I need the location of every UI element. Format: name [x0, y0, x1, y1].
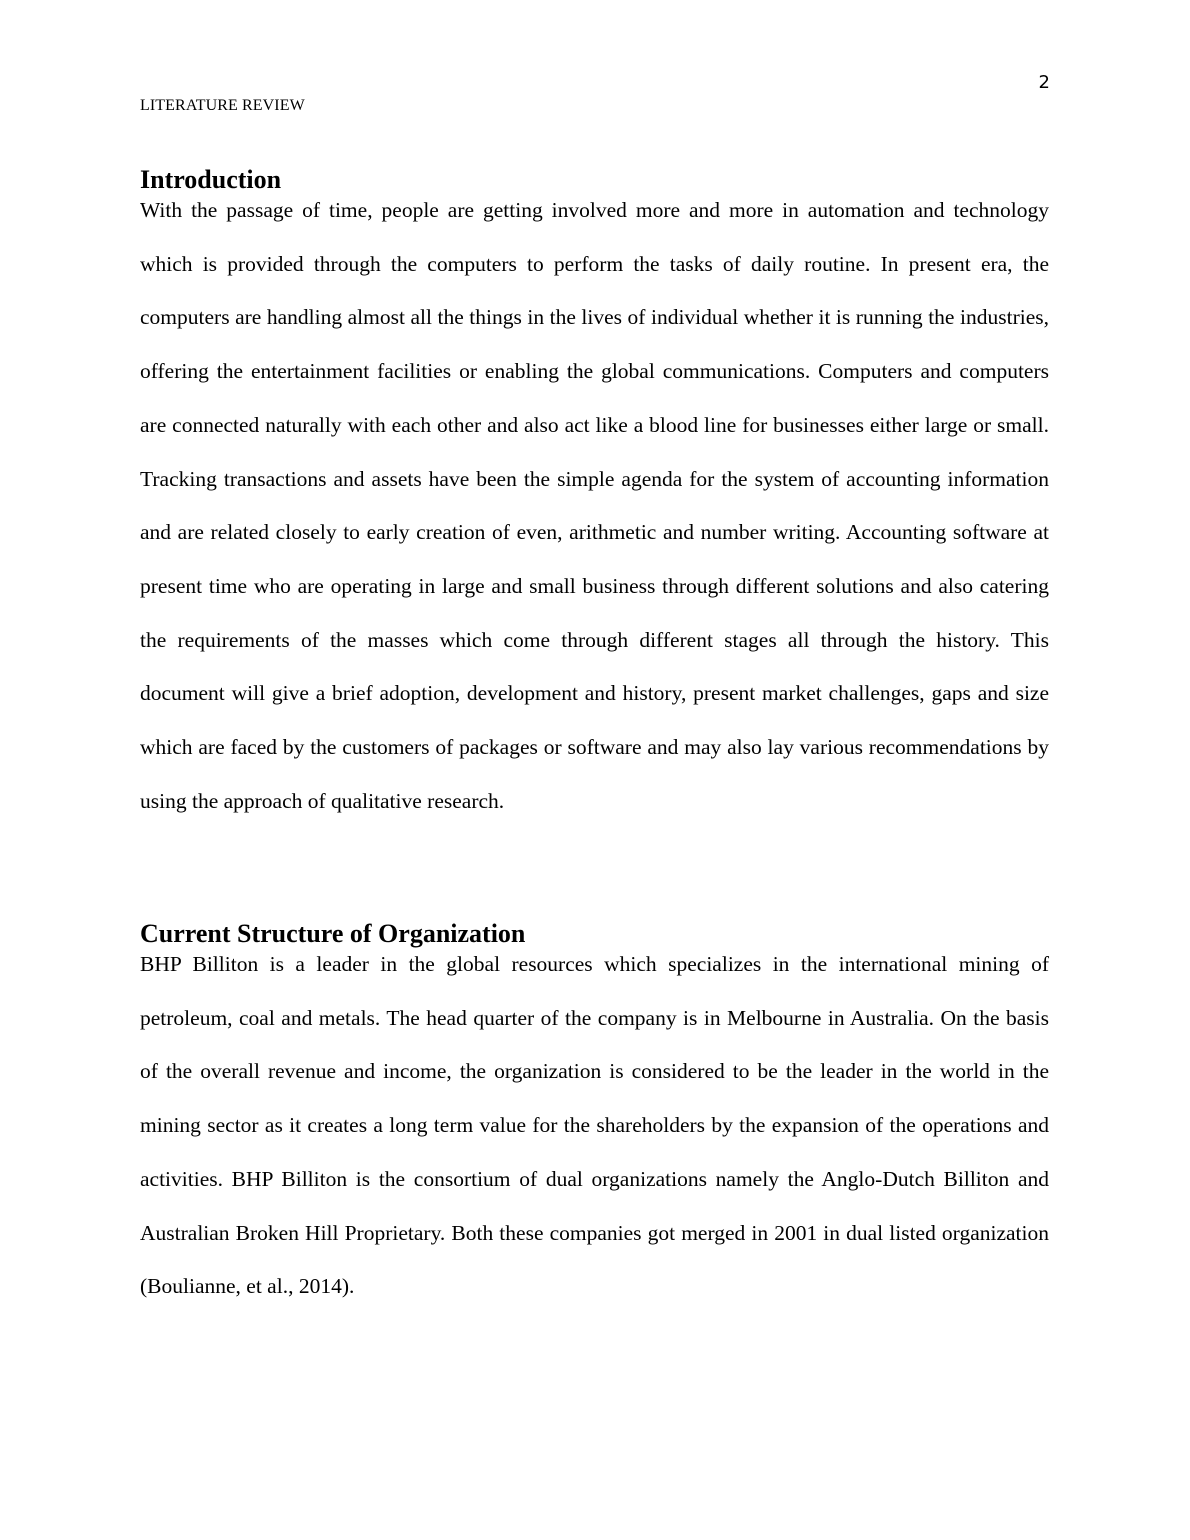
- introduction-heading: Introduction: [140, 165, 282, 194]
- current-structure-section: [140, 918, 1049, 1314]
- running-head: LITERATURE REVIEW: [140, 97, 305, 114]
- page-number: 2: [1038, 72, 1050, 93]
- introduction-section: [140, 164, 1049, 828]
- current-structure-heading: Current Structure of Organization: [140, 919, 526, 948]
- introduction-paragraph: With the passage of time, people are getting involved more and more in automation and technology which is provided through the computers to perform the tasks of daily routine. In present era, the computers are handling almost all the things in the lives of individual whether it is running the industries, offering the entertainment facilities or enabling the global communications. Computers and computers are connected naturally with each other and also act like a blood line for businesses either large or small. Tracking transactions and assets have been the simple agenda for the system of accounting information and are related closely to early creation of even, arithmetic and number writing. Accounting software at present time who are operating in large and small business through different solutions and also catering the requirements of the masses which come through different stages all through the history. This document will give a brief adoption, development and history, present market challenges, gaps and size which are faced by the customers of packages or software and may also lay various recommendations by using the approach of qualitative research.: [140, 198, 1049, 813]
- current-structure-paragraph: BHP Billiton is a leader in the global resources which specializes in the international mining of petroleum, coal and metals. The head quarter of the company is in Melbourne in Australia. On the basis of the overall revenue and income, the organization is considered to be the leader in the world in the mining sector as it creates a long term value for the shareholders by the expansion of the operations and activities. BHP Billiton is the consortium of dual organizations namely the Anglo-Dutch Billiton and Australian Broken Hill Proprietary. Both these companies got merged in 2001 in dual listed organization (Boulianne, et al., 2014).: [140, 952, 1049, 1299]
